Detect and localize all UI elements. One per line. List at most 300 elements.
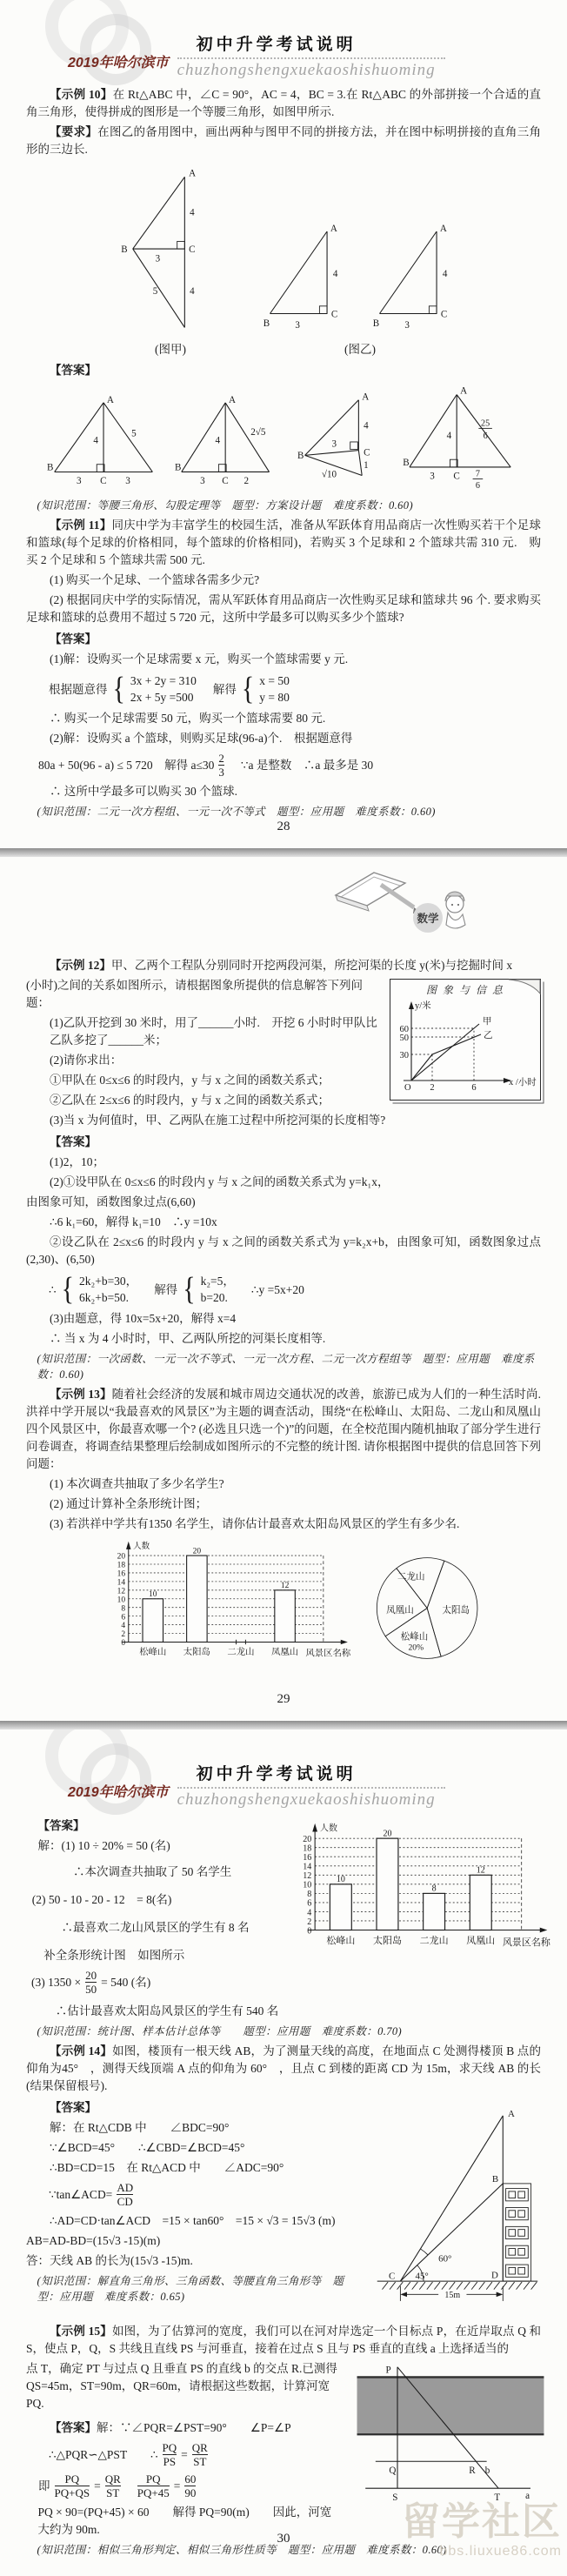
triangle-figure-jia [105, 164, 236, 338]
label-side: 2√5 [250, 426, 266, 438]
brace-icon: { [183, 1270, 196, 1307]
figure-jia [105, 164, 236, 357]
label-base-r: 3 [125, 476, 130, 487]
answer-label: 【答案】 [37, 1819, 85, 1832]
line-chart-box [390, 979, 541, 1101]
answer-triangle-2 [175, 392, 284, 492]
solution-2: y = 80 [259, 691, 290, 704]
river-figure-wrap [350, 2362, 551, 2520]
equation-2: 6k₂+b=50. [79, 1291, 130, 1304]
label-C: C [222, 475, 229, 486]
equation-2: 2x + 5y =500 [130, 691, 194, 704]
problem13-body: 随着社会经济的发展和城市周边交通状况的改善，旅游已成为人们的一种生活时尚. 洪祥中学开展以“我最喜欢的风景区”为主题的调查活动，围绕“在松峰山、太阳岛、二龙山和凤凰山四个风景区中，你最喜欢哪一个? (必选且只选一个)”的问题，在全校范围内随机抽取了部分学生进行问卷调查，将调查结果整理后绘制成如图所示的不完整的统计图. 请你根据图中提供的信息回答下列问题： [26, 1388, 542, 1470]
label-15m: 15m [444, 2291, 461, 2301]
answer-triangle-3 [297, 390, 390, 492]
fraction-numerator: 2 [218, 752, 224, 765]
answer-line: ∴ 当 x 为 4 小时时，甲、乙两队所挖的河渠长度相等. [50, 1332, 326, 1345]
problem11-q1: (1) 购买一个足球、一个篮球各需多少元? [50, 573, 260, 586]
label-A: A [362, 391, 370, 403]
answer-label: 【答案】 [50, 2101, 97, 2114]
page-28 [0, 0, 567, 848]
figure-yi [258, 219, 462, 357]
equation-stack [130, 672, 197, 706]
answer-line: (2)①设甲队在 0≤x≤6 的时段内 y 与 x 之间的函数关系式为 y=k₁x， [50, 1175, 390, 1188]
tick: 4 [121, 1622, 126, 1631]
fraction-denominator: CD [117, 2195, 133, 2208]
bar-xlabel: 风景区名称 [502, 1937, 550, 1948]
equation-1: 2k₂+b=30， [79, 1275, 138, 1288]
label-bd: √10 [321, 469, 337, 480]
bar-cat-4: 凤凰山 [271, 1647, 299, 1657]
answer-line: 解：(1) 10 ÷ 20% = 50 (名) [37, 1839, 170, 1852]
problem14-text [26, 2043, 541, 2095]
triangle-figure-yi-1 [258, 219, 352, 338]
fraction-row [31, 1969, 541, 1996]
brand-text: 2019年哈尔滨市 [68, 1785, 169, 1800]
fraction-numerator: PQ [145, 2472, 161, 2486]
problem10-figures [9, 164, 558, 357]
series-yi-label: 乙 [484, 1031, 493, 1040]
problem15-tag: 【示例 15】 [50, 2325, 112, 2338]
answer-line: (1)解：设购买一个足球需要 x 元，购买一个篮球需要 y 元. [50, 652, 349, 666]
fraction [163, 2441, 177, 2468]
bar-value-songfengshan: 10 [336, 1874, 345, 1884]
label-C: C [189, 244, 196, 255]
pie-label-songfengshan-pct: 20% [408, 1643, 424, 1653]
similarity-row [49, 2441, 341, 2468]
knowledge-note-13: (知识范围：统计图、样本估计总体等 题型：应用题 难度系数：0.70) [37, 2025, 403, 2037]
math-badge: 数学 [417, 913, 439, 925]
bar-cat-3: 二龙山 [227, 1647, 255, 1657]
antenna-building-figure [370, 2098, 544, 2317]
problem11-tag: 【示例 11】 [50, 519, 112, 532]
label-45deg: 45° [415, 2271, 429, 2282]
label-bc: 3 [155, 253, 161, 264]
header-title-block [177, 31, 445, 80]
expression-pre: 即 [38, 2479, 50, 2492]
dotted-divider [177, 57, 445, 59]
completed-bar-chart-wrap [278, 1820, 555, 1962]
solution-stack [259, 672, 290, 706]
problem15-text [26, 2323, 541, 2358]
problem13-q3: (3) 若洪祥中学共有1350 名学生，请你估计最喜欢太阳岛风景区的学生有多少名. [50, 1517, 460, 1530]
label-ac: 4 [364, 420, 369, 432]
tick: 14 [303, 1862, 312, 1872]
bar-cat-2: 太阳岛 [183, 1647, 210, 1657]
label-base-r-num: 7 [475, 469, 480, 479]
equals-sign: = [173, 2479, 181, 2492]
label-side: 5 [131, 428, 137, 439]
doc-subtitle-pinyin: chuzhongshengxuekaoshishuoming [177, 61, 436, 79]
page-curl-icon [507, 978, 542, 995]
label-ac: 4 [442, 269, 448, 280]
fraction-denominator: ST [193, 2455, 207, 2468]
label-A: A [189, 168, 197, 179]
equals-sign: = [94, 2479, 101, 2492]
equation-stack [79, 1273, 137, 1306]
dotted-divider [177, 1787, 445, 1789]
expression-post: = 540 (名) [101, 1976, 151, 1989]
problem12-text [26, 957, 541, 974]
label-base-r-den: 6 [475, 481, 480, 492]
bar-chart-complete [278, 1820, 555, 1962]
tick: 12 [303, 1871, 312, 1882]
doc-subtitle-pinyin: chuzhongshengxuekaoshishuoming [177, 1790, 436, 1809]
bar-cat-2: 太阳岛 [372, 1935, 402, 1946]
brace-icon: { [112, 670, 125, 706]
label-B: B [46, 462, 54, 473]
fraction-numerator: QR [191, 2441, 208, 2454]
fraction [218, 752, 224, 779]
label-B: B [491, 2173, 499, 2185]
answer-line: ∴最喜欢二龙山风景区的学生有 8 名 [61, 1921, 250, 1934]
label-B: B [263, 318, 270, 329]
problem10-requirement [26, 124, 541, 158]
label-bd: 5 [152, 286, 158, 297]
figure-yi-caption: (图乙) [344, 343, 376, 356]
answer-line: AB=AD-BD=(15√3 -15)(m) [26, 2234, 161, 2247]
label-D: D [490, 2270, 498, 2281]
problem15-body: 如图，为了估算河的宽度，我们可以在河对岸选定一个目标点 P，在近岸取点 Q 和 S，使点 P，Q，S 共线且直线 PS 与河垂直，接着在过点 S 且与 PS 垂直的直线 a 上选择适当的 [26, 2325, 542, 2355]
inequality-conclusion: ∵a 是整数 ∴a 最多是 30 [240, 759, 374, 772]
label-cd: 1 [364, 459, 369, 471]
line-chart [390, 997, 538, 1100]
problem12-q2a: ①甲队在 0≤x≤6 的时段内，y 与 x 之间的函数关系式； [50, 1074, 330, 1087]
tick: 0 [121, 1639, 126, 1649]
tick: 6 [307, 1898, 312, 1909]
knowledge-note-10: (知识范围：等腰三角形、勾股定理等 题型：方案设计题 难度系数：0.60) [37, 499, 414, 512]
bar-ylabel: 人数 [133, 1542, 150, 1551]
problem10-text [26, 86, 541, 121]
answer-line: 补全条形统计图 如图所示 [43, 1949, 185, 1962]
answer-line: 由图象可知，函数图象过点(6,60) [26, 1195, 196, 1208]
tick: 20 [117, 1552, 126, 1562]
tick: 12 [117, 1587, 126, 1596]
brand-text: 2019年哈尔滨市 [68, 56, 169, 70]
answer-line: ∴AD=CD·tan∠ACD =15 × tan60° =15 × √3 = 15√3 (m) [50, 2214, 336, 2227]
problem12-q3: (3)当 x 为何值时，甲、乙两队在施工过程中所挖河渠的长度相等? [50, 1114, 386, 1127]
watermark-logo-text: 留学社区 [402, 2500, 562, 2543]
label-base-r: 2 [243, 475, 250, 486]
tick-2: 2 [430, 1083, 435, 1093]
origin-label: O [404, 1083, 411, 1093]
expression-pre: (3) 1350 × [31, 1976, 82, 1989]
tick: 8 [121, 1604, 126, 1614]
label-A: A [460, 385, 468, 397]
problem10-answer-figures [9, 385, 558, 492]
knowledge-note-12: (知识范围：一次函数、一元一次不等式、一元一次方程、二元一次方程组等 题型：应用题 难度系数：0.60) [37, 1353, 535, 1381]
bar-cat-3: 二龙山 [419, 1935, 449, 1946]
solution-stack [201, 1273, 235, 1306]
answer-line: ∴6 k₁=60，解得 k₁=10 ∴y =10x [50, 1215, 217, 1228]
page-divider [0, 848, 567, 857]
river-width-figure [350, 2362, 551, 2520]
pie-label-taiyangdao: 太阳岛 [442, 1606, 470, 1616]
label-A: A [330, 224, 337, 234]
page-header [0, 1730, 567, 1813]
answer-line: (2) 50 - 10 - 20 - 12 = 8(名) [31, 1893, 172, 1906]
tick: 16 [303, 1853, 312, 1863]
page-30 [0, 1730, 567, 2576]
bar-ylabel: 人数 [319, 1823, 338, 1834]
tick: 8 [307, 1890, 312, 1900]
equation-system-row [49, 672, 541, 706]
equation-system-row [49, 1270, 541, 1307]
label-base-l: 3 [200, 475, 205, 486]
fraction [85, 1969, 97, 1996]
x-axis-label: x /小时 [509, 1078, 537, 1087]
bar-xlabel: 风景区名称 [305, 1649, 351, 1659]
label-side-den: 6 [483, 432, 488, 441]
tick: 4 [307, 1908, 312, 1918]
label-A: A [439, 224, 447, 234]
system-prefix: ∴ [49, 1282, 57, 1296]
answer-line: (3)由题意，得 10x=5x+20，解得 x=4 [50, 1312, 237, 1325]
system-conclusion: ∴y =5x+20 [250, 1282, 304, 1296]
brace-icon: { [61, 1270, 74, 1307]
label-C: C [100, 476, 107, 487]
problem14-body: 如图，楼顶有一根天线 AB，为了测量天线的高度，在地面点 C 处测得楼顶 B 点的仰角为45° ，测得天线顶端 A 点的仰角为 60° ，且点 C 到楼的距离 CD 为 15m，求天线 AB 的长(结果保留根号). [26, 2044, 541, 2092]
label-alt: 4 [215, 435, 221, 446]
tick: 6 [121, 1613, 126, 1623]
label-C: C [330, 309, 338, 320]
solve-label: 解得 [212, 682, 237, 696]
fraction-denominator: 3 [218, 766, 224, 779]
tick: 2 [307, 1917, 312, 1927]
fraction-denominator: 50 [85, 1983, 97, 1996]
label-60deg: 60° [438, 2253, 452, 2265]
bar-chart-incomplete [94, 1538, 355, 1672]
brand-rings-icon [45, 1730, 167, 1818]
label-alt: 4 [446, 431, 452, 441]
antenna-figure-wrap [370, 2098, 544, 2317]
bar-value-songfengshan: 10 [149, 1590, 157, 1600]
inequality-text: 80a + 50(96 - a) ≤ 5 720 解得 a≤30 [38, 759, 215, 772]
fraction-row [49, 2181, 362, 2208]
answer-triangle-1 [46, 392, 163, 492]
label-S: S [392, 2492, 398, 2503]
answer-line: ∴BD=CD=15 在 Rt△ACD 中 ∠ADC=90° [50, 2161, 284, 2174]
watermark-url: bbs.liuxue86.com [439, 2544, 562, 2559]
bar-cat-4: 凤凰山 [466, 1935, 496, 1946]
fraction-numerator: 60 [184, 2472, 197, 2486]
pie-chart [360, 1544, 497, 1672]
pie-label-erlongshan: 二龙山 [397, 1572, 425, 1582]
knowledge-note-11: (知识范围：二元一次方程组、一元一次不等式 题型：应用题 难度系数：0.60) [37, 806, 436, 818]
pie-label-fenghuangshan: 凤凰山 [386, 1606, 414, 1616]
doc-title: 初中升学考试说明 [196, 1765, 357, 1783]
knowledge-note-14: (知识范围：解直角三角形、三角函数、等腰直角三角形等 题型：应用题 难度系数：0.65) [37, 2275, 344, 2303]
label-bc: 3 [404, 319, 410, 331]
problem11-text [26, 517, 541, 569]
requirement-tag: 【要求】 [50, 125, 98, 138]
problem11-q2: (2) 根据同庆中学的实际情况，需从军跃体育用品商店一次性购买足球和篮球共 96 个. 要求购买足球和篮球的总费用不超过 5 720 元，这所中学最多可以购买多少个篮球? [26, 593, 541, 624]
answer-label: 【答案】 [50, 1135, 97, 1148]
equation-1: 3x + 2y = 310 [130, 674, 197, 687]
answer-label: 【答案】 [50, 632, 97, 646]
fraction-denominator: PQ+QS [54, 2486, 90, 2499]
problem12-q2b: ②乙队在 2≤x≤6 的时段内，y 与 x 之间的函数关系式； [50, 1094, 330, 1107]
tick: 18 [303, 1843, 312, 1854]
label-R: R [469, 2465, 476, 2476]
label-B: B [372, 318, 380, 329]
answer-line: 答：天线 AB 的长为(15√3 -15)m. [26, 2254, 193, 2267]
fraction-numerator: 20 [85, 1969, 97, 1982]
pie-label-songfengshan: 松峰山 [400, 1632, 429, 1643]
series-jia-label: 甲 [483, 1017, 492, 1027]
label-ac: 4 [190, 207, 195, 218]
label-Q: Q [389, 2465, 397, 2476]
page-number: 30 [277, 2532, 290, 2546]
solution-1: x = 50 [259, 674, 290, 687]
bar-cat-1: 松峰山 [326, 1935, 356, 1946]
y-axis-label: y/米 [415, 1001, 431, 1011]
solve-label: 解得 [154, 1282, 178, 1296]
tick-30: 30 [399, 1051, 409, 1061]
problem13-charts [94, 1538, 550, 1672]
answer-line: (2)解：设购买 a 个篮球，则购买足球(96-a)个. 根据题意得 [50, 732, 353, 745]
book-and-mascot-icon [324, 860, 471, 940]
figure-jia-caption: (图甲) [155, 343, 186, 356]
label-C: C [440, 309, 448, 320]
answer-label: 【答案】 [50, 364, 97, 377]
problem13-q2: (2) 通过计算补全条形统计图； [50, 1497, 208, 1510]
proportion-row [38, 2472, 341, 2499]
page-header [0, 0, 567, 84]
tick: 14 [117, 1578, 126, 1588]
problem12-q1: (1)乙队开挖到 30 米时，用了______小时. 开挖 6 小时时甲队比乙队多挖了______米； [50, 1016, 377, 1047]
fraction-denominator: 90 [184, 2486, 197, 2499]
answer-line: ∴本次调查共抽取了 50 名学生 [73, 1865, 232, 1878]
label-T: T [494, 2492, 501, 2503]
answer-line: PQ × 90=(PQ+45) × 60 解得 PQ=90(m) 因此，河宽大约为 90m. [37, 2506, 332, 2536]
fraction-numerator: PQ [64, 2472, 80, 2486]
page2-decoration [324, 860, 471, 940]
tick: 10 [303, 1880, 312, 1890]
answer-line: ∴ 这所中学最多可以购买 30 个篮球. [50, 785, 237, 798]
bar-value-taiyangdao: 20 [192, 1547, 202, 1556]
triangle-figure-yi-2 [368, 219, 462, 338]
fraction-denominator: PQ+45 [137, 2486, 170, 2499]
label-P: P [385, 2365, 391, 2376]
label-C: C [389, 2271, 396, 2282]
equals-sign: = [181, 2448, 188, 2461]
fraction [55, 2472, 90, 2499]
header-title-block [177, 1761, 445, 1810]
top-spacer [0, 857, 567, 954]
tick: 16 [117, 1569, 126, 1579]
tick-60: 60 [399, 1025, 409, 1034]
problem13-text [26, 1386, 541, 1473]
page-number: 29 [277, 1692, 290, 1706]
problem13-q1: (1) 本次调查共抽取了多少名学生? [50, 1477, 224, 1490]
problem11-body: 同庆中学为丰富学生的校园生活，准备从军跃体育用品商店一次性购买若干个足球和篮球(每个足球的价格相同，每个篮球的价格相同)，若购买 3 个足球和 2 个篮球共需 310 元. 购买 2 个足球和 5 个篮球共需 500 元. [26, 519, 541, 566]
fraction [137, 2472, 170, 2499]
label-cd: 4 [190, 286, 195, 297]
answer-line: ∴估计最喜欢太阳岛风景区的学生有 540 名 [55, 2004, 279, 2017]
fraction [117, 2181, 133, 2208]
expression-pre: ∴△PQR∽△PST ∴ [49, 2448, 158, 2461]
bar-value-taiyangdao: 20 [383, 1829, 392, 1839]
page-29 [0, 857, 567, 1721]
label-a: a [525, 2490, 530, 2501]
expression-pre: ∵tan∠ACD= [49, 2188, 113, 2201]
label-bc: 3 [331, 438, 337, 450]
answer-line: ②设乙队在 2≤x≤6 的时段内 y 与 x 之间的函数关系式为 y=k₂x+b，由图象可知，函数图象过点(2,30)、(6,50) [26, 1235, 541, 1266]
tick-50: 50 [399, 1034, 409, 1043]
problem10-tag: 【示例 10】 [50, 88, 113, 101]
answer-body: 解：∵∠PQR=∠PST=90° ∠P=∠P [97, 2421, 291, 2434]
bar-value-fenghuangshan: 12 [476, 1865, 485, 1876]
solution-1: k₂=5， [200, 1275, 235, 1288]
page-divider [0, 1721, 567, 1730]
bar-cat-1: 松峰山 [139, 1647, 167, 1657]
label-b: b [484, 2465, 490, 2476]
problem12-body: 甲、乙两个工程队分别同时开挖两段河渠，所挖河渠的长度 y(米)与挖掘时间 x [110, 959, 513, 972]
fraction-numerator: AD [117, 2181, 134, 2194]
fraction-denominator: PS [163, 2455, 177, 2468]
fraction [184, 2472, 196, 2499]
tick-6: 6 [471, 1083, 477, 1093]
tick: 2 [121, 1630, 126, 1640]
fraction [192, 2441, 208, 2468]
fraction-numerator: QR [104, 2472, 121, 2486]
label-B: B [175, 462, 182, 473]
tick: 10 [117, 1596, 126, 1605]
system-prefix: 根据题意得 [49, 682, 108, 696]
label-base-l: 3 [76, 476, 82, 487]
label-side-num: 25 [481, 418, 490, 429]
bar-value-erlongshan: 8 [431, 1883, 437, 1894]
tick: 18 [117, 1561, 126, 1570]
problem12-text-2: (小时)之间的关系如图所示，请根据图象所提供的信息解答下列问题： [26, 979, 363, 1009]
label-base-l: 3 [430, 471, 435, 482]
answer-label: 【答案】 [50, 2421, 97, 2434]
problem12-q2: (2)请你求出： [50, 1054, 123, 1067]
requirement-body: 在图乙的备用图中，画出两种与图甲不同的拼接方法，并在图中标明拼接的直角三角形的三边长. [26, 125, 542, 156]
problem10-body: 在 Rt△ABC 中，∠C = 90°，AC = 4，BC = 3.在 Rt△ABC 的外部拼接一个合适的直角三角形，使得拼成的图形是一个等腰三角形，如图甲所示. [26, 88, 542, 118]
solution-2: b=20. [200, 1291, 228, 1304]
label-C: C [364, 447, 370, 458]
answer-line: ∴ 购买一个足球需要 50 元，购买一个篮球需要 80 元. [50, 712, 326, 725]
bar-value-fenghuangshan: 12 [280, 1582, 290, 1591]
fraction [105, 2472, 121, 2499]
problem15-text-2: 点 T，确定 PT 与过点 Q 且垂直 PS 的直线 b 的交点 R.已测得 QS=45m，ST=90m，QR=60m，请根据这些数据，计算河宽 PQ. [26, 2362, 337, 2410]
tick: 20 [303, 1834, 312, 1844]
label-C: C [453, 471, 460, 482]
brand-rings-icon [45, 0, 167, 89]
knowledge-note-15: (知识范围：相似三角形判定、相似三角形性质等 题型：应用题 难度系数：0.60) [37, 2544, 447, 2556]
answer-line: (1)2，10； [50, 1155, 104, 1168]
tick: 0 [307, 1926, 312, 1937]
brace-icon: { [241, 670, 255, 706]
label-B: B [297, 451, 304, 462]
line-chart-title: 图 象 与 信 息 [425, 984, 504, 996]
page-number: 28 [277, 820, 290, 833]
problem13-tag: 【示例 13】 [50, 1388, 112, 1401]
label-B: B [121, 244, 128, 255]
problem12-tag: 【示例 12】 [50, 959, 111, 972]
doc-title: 初中升学考试说明 [196, 36, 357, 54]
label-bc: 3 [295, 319, 300, 331]
fraction-denominator: ST [106, 2486, 120, 2499]
label-B: B [403, 458, 410, 468]
answer-triangle-4 [403, 385, 521, 492]
inequality-row [38, 752, 541, 779]
label-A: A [106, 394, 114, 405]
answer-line: ∵∠BCD=45° ∴∠CBD=∠BCD=45° [50, 2141, 245, 2154]
label-ac: 4 [332, 269, 338, 280]
